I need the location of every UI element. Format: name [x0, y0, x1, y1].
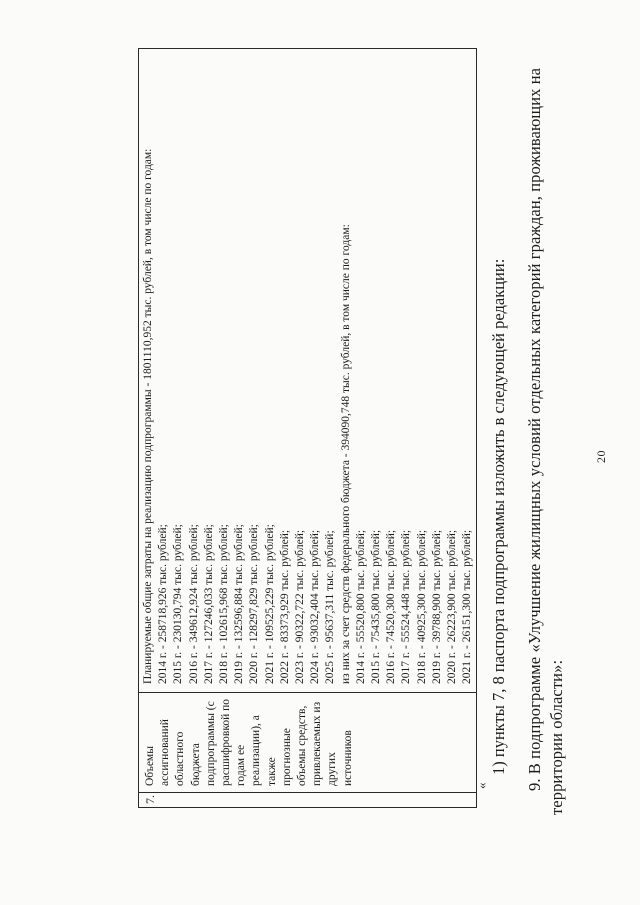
total-year-line: 2016 г. - 349612,924 тыс. рублей;	[187, 524, 200, 684]
total-year-line: 2021 г. - 109525,229 тыс. рублей;	[263, 524, 276, 684]
total-costs-intro: Планируемые общие затраты на реализацию подпрограммы - 1801110,952 тыс. рублей, в том числе по годам:	[142, 148, 154, 684]
total-year-line: 2025 г. - 95637,311 тыс. рублей;	[324, 530, 337, 684]
total-year-line: 2023 г. - 90322,722 тыс. рублей;	[294, 529, 307, 684]
federal-year-line: 2017 г. - 55524,448 тыс. рублей;	[400, 529, 413, 684]
total-year-line: 2017 г. - 127246,033 тыс. рублей;	[202, 524, 215, 684]
opening-quote: «	[474, 782, 489, 789]
table-row-number: 7.	[139, 792, 476, 807]
table-row-label: Объемы ассигнований областного бюджета подпрограммы (с расшифровкой по годам ее реализации), а также прогнозные объемы средств, привлекаемых из других источников	[139, 692, 476, 792]
federal-year-line: 2014 г. - 55520,800 тыс. рублей;	[354, 529, 367, 684]
total-year-line: 2014 г. - 258718,926 тыс. рублей;	[157, 524, 170, 684]
section-number: 9.	[525, 778, 544, 791]
total-year-line: 2019 г. - 132596,884 тыс. рублей;	[233, 524, 246, 684]
total-year-line: 2015 г. - 230130,794 тыс. рублей;	[172, 524, 185, 684]
total-year-line: 2020 г. - 128297,829 тыс. рублей;	[248, 524, 261, 684]
passport-table	[138, 48, 477, 808]
total-year-line: 2018 г. - 102615,968 тыс. рублей;	[218, 524, 231, 684]
federal-year-line: 2021 г. - 26151,300 тыс. рублей;	[461, 529, 474, 684]
table-row-content	[139, 49, 476, 692]
federal-year-line: 2020 г. - 26223,900 тыс. рублей;	[446, 529, 459, 684]
amendment-instruction: 1) пункты 7, 8 паспорта подпрограммы изложить в следующей редакции:	[489, 258, 508, 775]
federal-budget-by-year	[354, 55, 476, 684]
federal-year-line: 2015 г. - 75435,800 тыс. рублей;	[370, 529, 383, 684]
federal-year-line: 2019 г. - 39788,900 тыс. рублей;	[430, 529, 443, 684]
federal-budget-intro: из них за счет средств федерального бюджета - 394090,748 тыс. рублей, в том числе по годам:	[339, 224, 352, 684]
section-heading-text: В подпрограмме «Улучшение жилищных условий отдельных категорий граждан, проживающих на территории области»:	[525, 67, 566, 815]
total-year-line: 2024 г. - 93032,404 тыс. рублей;	[309, 529, 322, 684]
total-costs-by-year	[156, 55, 338, 684]
federal-year-line: 2018 г. - 40925,300 тыс. рублей;	[415, 529, 428, 684]
federal-year-line	[475, 55, 476, 684]
section-heading	[524, 35, 568, 815]
federal-year-line: 2016 г. - 74520,300 тыс. рублей;	[385, 529, 398, 684]
page-number: 20	[594, 450, 608, 463]
total-year-line: 2022 г. - 83373,929 тыс. рублей;	[278, 529, 291, 684]
